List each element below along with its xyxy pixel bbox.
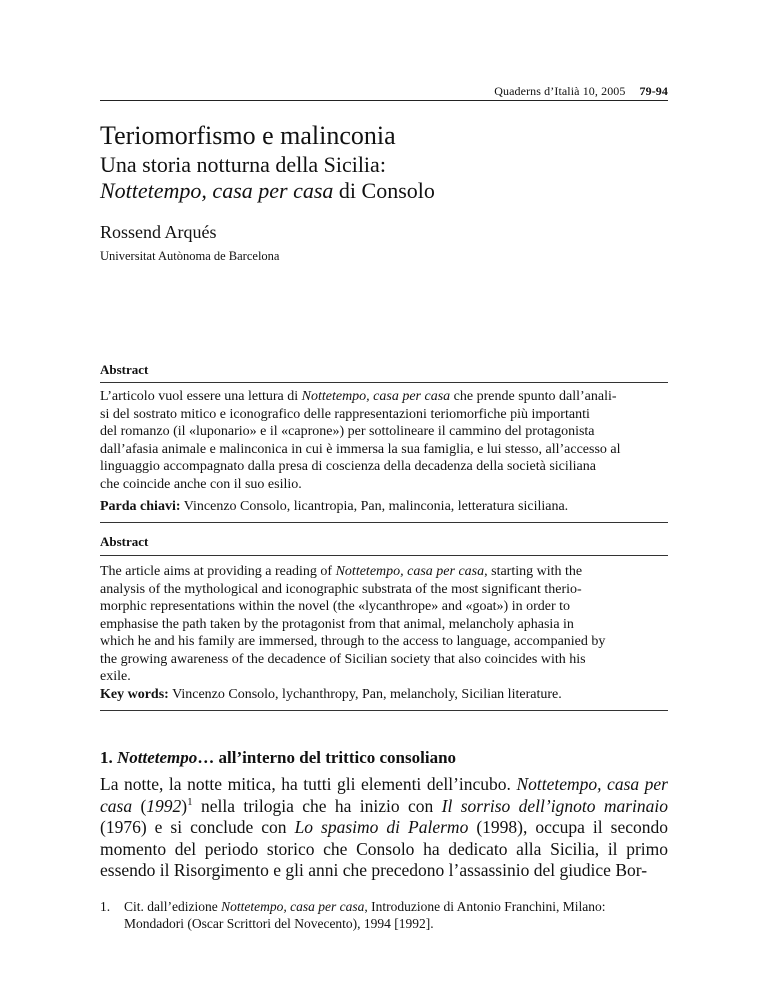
abstract-en-line: morphic representations within the novel (the «lycanthrope» and «goat») in order to — [100, 599, 571, 614]
keywords-it-label: Parda chiavi: — [100, 499, 181, 514]
abstract-it-line: dall’afasia animale e malinconica in cui è immersa la sua famiglia, e lui stesso, all’accesso al — [100, 441, 621, 457]
abstract-en-rule-top — [100, 555, 668, 556]
author-affiliation: Universitat Autònoma de Barcelona — [100, 249, 280, 263]
keywords-en-list: Vincenzo Consolo, lychanthropy, Pan, melancholy, Sicilian literature. — [168, 687, 562, 702]
footnote-ref[interactable]: 1 — [187, 795, 193, 808]
subtitle-rest: di Consolo — [333, 178, 435, 203]
abstract-en-line: The article aims at providing a reading of Nottetempo, casa per casa, starting with the — [100, 564, 583, 579]
abstract-it-line: si del sostrato mitico e iconografico delle rappresentazioni teriomorfiche più importanti — [100, 406, 590, 422]
author-name: Rossend Arqués — [100, 222, 217, 242]
abstract-en-line: which he and his family are immersed, through to the access to language, accompanied by — [100, 634, 606, 649]
article-subtitle-line2 — [100, 178, 435, 204]
header-rule — [100, 100, 668, 101]
keywords-it-list: Vincenzo Consolo, licantropia, Pan, malinconia, letteratura siciliana. — [180, 499, 569, 514]
abstract-en-line: the growing awareness of the decadence of Sicilian society that also coincides with his — [100, 651, 586, 667]
abstract-it-line: L’articolo vuol essere una lettura di Nottetempo, casa per casa che prende spunto dall’anali- — [100, 389, 617, 404]
abstract-en-line: exile. — [100, 669, 131, 684]
abstract-it-rule-bottom — [100, 522, 668, 523]
journal-citation: Quaderns d’Italià 10, 2005 — [494, 84, 626, 98]
footnote-number: 1. — [100, 899, 111, 914]
abstract-it-line: linguaggio accompagnato dalla presa di coscienza della decadenza della società siciliana — [100, 459, 596, 474]
article-title: Teriomorfismo e malinconia — [100, 121, 396, 150]
abstract-en-line: emphasise the path taken by the protagonist from that animal, melancholy aphasia in — [100, 616, 574, 632]
article-subtitle-line1: Una storia notturna della Sicilia: — [100, 152, 386, 177]
abstract-en-heading: Abstract — [100, 534, 149, 549]
footnote-text: Cit. dall’edizione Nottetempo, casa per casa, Introduzione di Antonio Franchini, Milano: Mondadori (Oscar Scrittori del Novecento), 1994 [1992]. — [124, 899, 606, 931]
section-heading: 1. Nottetempo… all’interno del trittico consoliano — [100, 748, 457, 767]
abstract-it-line: del romanzo (il «luponario» e il «caprone») per sottolineare il cammino del protagonista — [100, 424, 595, 439]
abstract-en-text — [100, 563, 668, 686]
page-range: 79-94 — [639, 84, 668, 98]
keywords-en-label: Key words: — [100, 687, 169, 702]
abstract-en-rule-bottom — [100, 710, 668, 711]
abstract-it-line: che coincide anche con il suo esilio. — [100, 476, 302, 492]
keywords-it — [100, 499, 568, 515]
subtitle-italic: Nottetempo, casa per casa — [100, 178, 334, 203]
abstract-en-line: analysis of the mythological and iconographic substrata of the most significant therio- — [100, 581, 582, 597]
body-paragraph: La notte, la notte mitica, ha tutti gli elementi dell’incubo. Nottetempo, casa per casa $(1992)^1$ nella trilogia che ha inizio con Il sorriso dell’ignoto marinaio (1976) e si conclude con Lo spasimo di Palermo (1998), occupa il secondo momento del periodo storico che Consolo ha dedicato alla Sicilia, il primo essendo il Risorgimento e gli anni che precedono l’assassinio del giudice Bor- — [100, 774, 669, 880]
keywords-en — [100, 687, 562, 703]
abstract-it-heading: Abstract — [100, 362, 149, 377]
running-head — [494, 84, 668, 99]
abstract-it-rule-top — [100, 382, 668, 383]
abstract-it-text — [100, 388, 668, 493]
